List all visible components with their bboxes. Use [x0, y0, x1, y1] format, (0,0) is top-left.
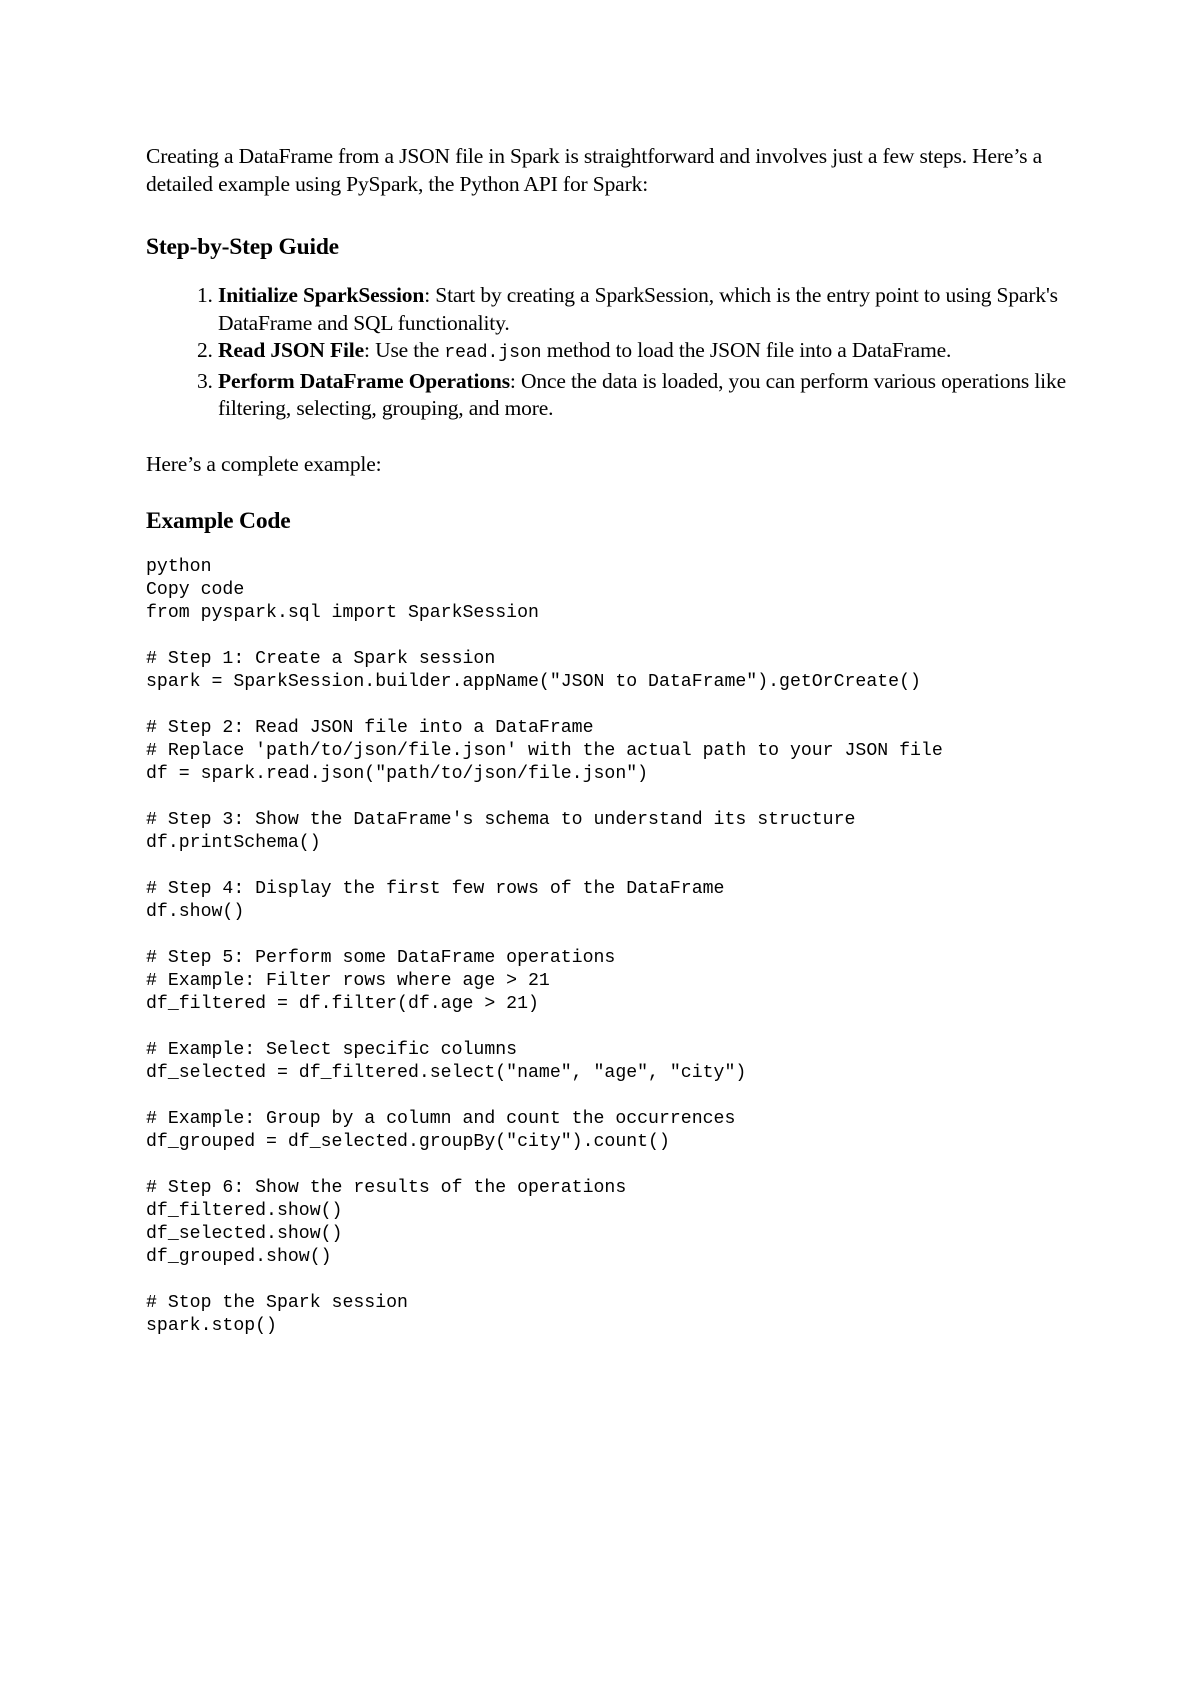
list-item: [218, 337, 1066, 368]
step-title: Initialize SparkSession: [218, 283, 425, 307]
code-block: [146, 556, 1066, 1338]
list-item: [218, 368, 1066, 423]
example-code-heading: Example Code: [146, 508, 291, 534]
step-guide-heading: Step-by-Step Guide: [146, 234, 339, 260]
step-text: : Once the data is loaded, you can perform various operations like filtering, selecting, grouping, and more.: [218, 368, 1067, 420]
inline-code: read.json: [444, 343, 542, 363]
list-item: [218, 282, 1066, 337]
steps-list: [146, 282, 1066, 423]
lead-in-paragraph: Here’s a complete example:: [146, 451, 382, 476]
code-content: from pyspark.sql import SparkSession # Step 1: Create a Spark session spark = SparkSession.builder.appName("JSON to DataFrame").getOrCreate() # Step 2: Read JSON file into a DataFrame # Replace 'path/to/json/file.json' with the actual path to your JSON file df = spark.read.json("path/to/json/file.json") # Step 3: Show the DataFrame's schema to understand its structure df.printSchema() # Step 4: Display the first few rows of the DataFrame df.show() # Step 5: Perform some DataFrame operations # Example: Filter rows where age > 21 df_filtered = df.filter(df.age > 21) # Example: Select specific columns df_selected = df_filtered.select("name", "age", "city") # Example: Group by a column and count the occurrences df_grouped = df_selected.groupBy("city").count() # Step 6: Show the results of the operations df_filtered.show() df_selected.show() df_grouped.show() # Stop the Spark session spark.stop(): [146, 603, 943, 1336]
code-language-label: python: [146, 557, 212, 577]
intro-paragraph: Creating a DataFrame from a JSON file in Spark is straightforward and involves just a few steps. Here’s a detailed example using PySpark, the Python API for Spark:: [146, 144, 1042, 196]
step-text: : Start by creating a SparkSession, which is the entry point to using Spark's DataFrame and SQL functionality.: [218, 283, 1058, 335]
step-text: : Use the: [364, 338, 445, 362]
step-title: Perform DataFrame Operations: [218, 368, 510, 393]
copy-code-label[interactable]: Copy code: [146, 580, 245, 600]
document-body: [146, 143, 1066, 1338]
step-text: method to load the JSON file into a DataFrame.: [541, 338, 952, 362]
step-title: Read JSON File: [218, 338, 365, 362]
